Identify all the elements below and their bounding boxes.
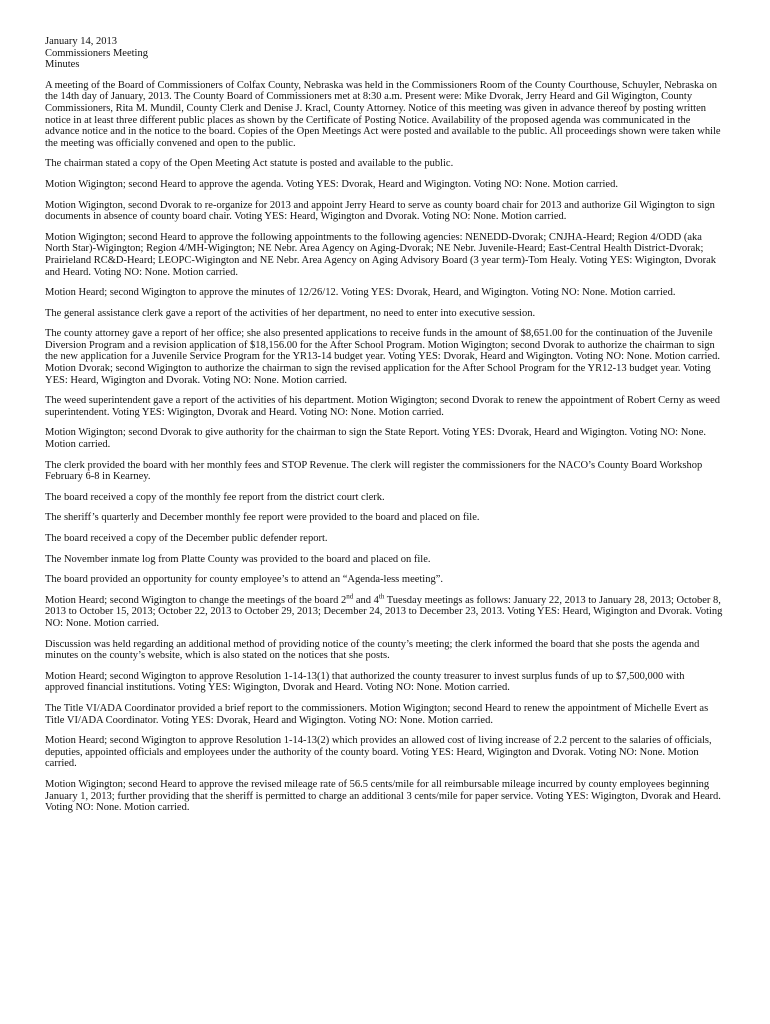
- paragraph: Motion Wigington; second Heard to approve the revised mileage rate of 56.5 cents/mile for all reimbursable mileage incurred by county employees beginning January 1, 2013; further providing that the sheriff is permitted to charge an additional 3 cents/mile for paper service. Voting YES: Wigington, Dvorak and Heard. Voting NO: None. Motion carried.: [45, 778, 721, 814]
- paragraph: The chairman stated a copy of the Open Meeting Act statute is posted and available to the public.: [45, 158, 454, 170]
- paragraph: The clerk provided the board with her monthly fees and STOP Revenue. The clerk will register the commissioners for the NACO’s County Board Workshop February 6-8 in Kearney.: [45, 459, 703, 483]
- ordinal-suffix: nd: [346, 592, 354, 601]
- paragraph: Motion Heard; second Wigington to approve Resolution 1-14-13(2) which provides an allowed cost of living increase of 2.2 percent to the salaries of officials, deputies, appointed officials and employees under the authority of the county board. Voting YES: Heard, Wigington and Dvorak. Voting NO: None. Motion carried.: [45, 735, 712, 770]
- paragraph: Discussion was held regarding an additional method of providing notice of the county’s meeting; the clerk informed the board that she posts the agenda and minutes on the county’s website, which is also stated on the notices that she posts.: [45, 638, 700, 662]
- paragraph: The Title VI/ADA Coordinator provided a brief report to the commissioners. Motion Wigington; second Heard to renew the appointment of Michelle Evert as Title VI/ADA Coordinator. Voting YES: Dvorak, Heard and Wigington. Voting NO: None. Motion carried.: [45, 702, 709, 726]
- paragraph: Motion Heard; second Wigington to approve Resolution 1-14-13(1) that authorized the county treasurer to invest surplus funds of up to $7,500,000 with approved financial institutions. Voting YES: Wigington, Dvorak and Heard. Voting NO: None. Motion carried.: [45, 670, 685, 694]
- tuesday-text-1: Motion Heard; second Wigington to change the meetings of the board 2: [45, 594, 347, 606]
- paragraph: The November inmate log from Platte County was provided to the board and placed on file.: [45, 553, 431, 565]
- paragraph: The board received a copy of the monthly fee report from the district court clerk.: [45, 491, 385, 503]
- paragraph-tuesday-meetings: [45, 592, 725, 630]
- paragraph: Motion Wigington, second Dvorak to re-organize for 2013 and appoint Jerry Heard to serve as county board chair for 2013 and authorize Gil Wigington to sign documents in absence of county board chair. Voting YES: Heard, Wigington and Dvorak. Voting NO: None. Motion carried.: [45, 199, 715, 223]
- paragraph: The sheriff’s quarterly and December monthly fee report were provided to the board and placed on file.: [45, 512, 480, 524]
- meeting-title: Commissioners Meeting: [45, 47, 148, 59]
- paragraph: The board received a copy of the December public defender report.: [45, 533, 328, 544]
- paragraph: The board provided an opportunity for county employee’s to attend an “Agenda-less meeting”.: [45, 574, 444, 586]
- tuesday-text-2: and 4: [353, 594, 379, 606]
- paragraph: The weed superintendent gave a report of the activities of his department. Motion Wigington; second Dvorak to renew the appointment of Robert Cerny as weed superintendent. Voting YES: Wigington, Dvorak and Heard. Voting NO: None. Motion carried.: [45, 395, 720, 418]
- paragraph: Motion Wigington; second Heard to approve the agenda. Voting YES: Dvorak, Heard and Wigington. Voting NO: None. Motion carried.: [45, 178, 618, 190]
- paragraph: The county attorney gave a report of her office; she also presented applications to receive funds in the amount of $8,651.00 for the continuation of the Juvenile Diversion Program and a revision application of $18,156.00 for the After School Program. Motion Wigington; second Dvorak to authorize the chairman to sign the new application for a Juvenile Service Program for the YR13-14 budget year. Voting YES: Dvorak, Heard and Wigington. Voting NO: None. Motion carried. Motion Dvorak; second Wigington to authorize the chairman to sign the revised application for the After School Program for the YR12-13 budget year. Voting YES: Heard, Wigington and Dvorak. Voting NO: None. Motion carried.: [45, 328, 720, 386]
- paragraph-opening: A meeting of the Board of Commissioners of Colfax County, Nebraska was held in the Commissioners Room of the County Courthouse, Schuyler, Nebraska on the 14th day of January, 2013. The County Board of Commissioners met at 8:30 a.m. Present were: Mike Dvorak, Jerry Heard and Gil Wigington, County Commissioners, Rita M. Mundil, County Clerk and Denise J. Kracl, County Attorney. Notice of this meeting was given in advance thereof by posting written notice in at least three different public places as shown by the Certificate of Posting Notice. Availability of the proposed agenda was communicated in the advance notice and in the notice to the board. Copies of the Open Meetings Act were posted and available to the public. All proceedings shown were taken while the meeting was officially convened and open to the public.: [45, 79, 721, 149]
- paragraph: Motion Heard; second Wigington to approve the minutes of 12/26/12. Voting YES: Dvorak, Heard, and Wigington. Voting NO: None. Motion carried.: [45, 287, 676, 299]
- paragraph: Motion Wigington; second Dvorak to give authority for the chairman to sign the State Report. Voting YES: Dvorak, Heard and Wigington. Voting NO: None. Motion carried.: [45, 427, 707, 451]
- paragraph: Motion Wigington; second Heard to approve the following appointments to the following agencies: NENEDD-Dvorak; CNJHA-Heard; Region 4/ODD (aka North Star)-Wigington; Region 4/MH-Wigington; NE Nebr. Area Agency on Aging-Dvorak; NE Nebr. Juvenile-Heard; East-Central Health District-Dvorak; Prairieland RC&D-Heard; LEOPC-Wigington and NE Nebr. Area Agency on Aging Advisory Board (3 year term)-Tom Healy. Voting YES: Wigington, Dvorak and Heard. Voting NO: None. Motion carried.: [45, 231, 716, 278]
- paragraph: The general assistance clerk gave a report of the activities of her department, no need to enter into executive session.: [45, 307, 536, 319]
- tuesday-text-3: Tuesday meetings as follows: January 22, 2013 to January 28, 2013; October 8, 2013 to October 15, 2013; October 22, 2013 to October 29, 2013; December 24, 2013 to December 23, 2013. Voting YES: Heard, Wigington and Dvorak. Voting NO: None. Motion carried.: [45, 594, 723, 629]
- document-header: [45, 36, 725, 71]
- meeting-date: January 14, 2013: [45, 36, 118, 47]
- ordinal-suffix: th: [378, 592, 385, 601]
- document-type: Minutes: [45, 59, 80, 71]
